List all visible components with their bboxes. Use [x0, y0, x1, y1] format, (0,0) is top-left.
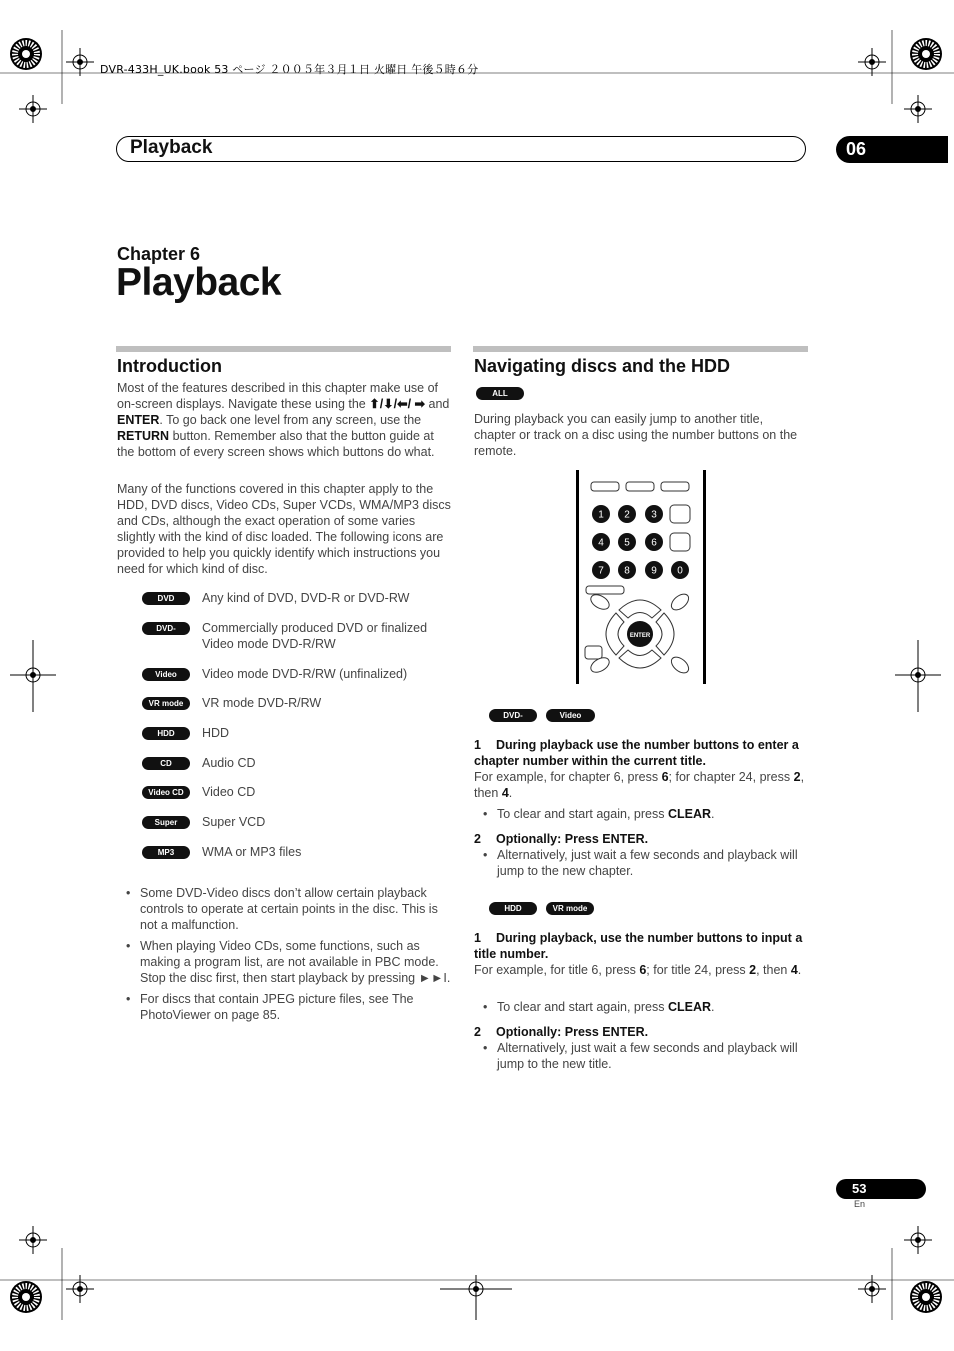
hdd-badge: HDD — [142, 727, 190, 740]
super-vcd-badge: Super VCD — [142, 816, 190, 829]
header-title: Playback — [130, 137, 213, 158]
video-mode-badge: Video mode — [142, 668, 190, 681]
remote-control-illustration — [574, 470, 708, 686]
vr-mode-badge: VR mode — [546, 902, 594, 915]
chapter-number-tab: 06 — [836, 136, 948, 163]
sunburst-mark-br — [910, 1281, 942, 1313]
header-bar — [116, 136, 806, 162]
vr-mode-badge: VR mode — [142, 697, 190, 710]
hdd-badge: HDD — [489, 902, 537, 915]
intro-notes — [117, 885, 451, 1028]
page-number: 53 — [836, 1179, 926, 1199]
note-item: • For discs that contain JPEG picture files, see The PhotoViewer on page 85. — [117, 991, 451, 1023]
enter-label: ENTER — [629, 633, 651, 639]
print-info-line: DVR-433H_UK.book 53 ページ ２００５年３月１日 火曜日 午後５時６分 — [100, 63, 479, 76]
dvd-video-badge: DVD-Video — [489, 709, 537, 722]
number-label-7: 7 — [598, 565, 604, 577]
all-badge: ALL — [476, 387, 524, 400]
intro-paragraph-2: Many of the functions covered in this chapter apply to the HDD, DVD discs, Video CDs, Super VCDs, WMA/MP3 discs and CDs, although the exact operation of some varies slightly with the kind of disc loaded. The following icons are provided to help you quickly identify which instructions you need for which kind of disc. — [117, 482, 451, 576]
crosshair-marks — [10, 48, 941, 1320]
sec1-step-2: 2 Optionally: Press ENTER. — [474, 832, 649, 846]
sec2-clear-note: • To clear and start again, press CLEAR. — [474, 999, 808, 1020]
note-item: • Some DVD-Video discs don’t allow certain playback controls to operate at certain points in the disc. This is not a malfunction. — [117, 885, 451, 933]
sunburst-mark-tl — [10, 38, 42, 70]
sunburst-mark-tr — [910, 38, 942, 70]
sec2-step-1: 1 During playback, use the number buttons to input a title number. — [474, 931, 803, 961]
dvd-video-badge: DVD-Video — [142, 622, 190, 635]
number-label-3: 3 — [651, 509, 657, 521]
dvd-badge: DVD — [142, 592, 190, 605]
sec1-step-2-note: • Alternatively, just wait a few seconds and playback will jump to the new chapter. — [474, 847, 808, 884]
number-label-1: 1 — [598, 509, 604, 521]
number-label-9: 9 — [651, 565, 657, 577]
section-divider — [116, 346, 451, 352]
cd-badge: CD — [142, 757, 190, 770]
video-cd-badge: Video CD — [142, 786, 190, 799]
note-item: • When playing Video CDs, some functions, such as making a program list, are not available in PBC mode. Stop the disc first, then start playback by pressing ►►I. — [117, 938, 451, 986]
chapter-label: Chapter 6 — [117, 244, 201, 264]
chapter-title: Playback — [116, 261, 282, 304]
number-label-2: 2 — [624, 509, 630, 521]
number-label-0: 0 — [677, 565, 683, 577]
sunburst-mark-bl — [10, 1281, 42, 1313]
intro-heading: Introduction — [117, 356, 222, 376]
language-code: En — [854, 1199, 866, 1209]
section-divider — [473, 346, 808, 352]
mp3-badge: MP3 — [142, 846, 190, 859]
nav-heading: Navigating discs and the HDD — [474, 356, 731, 376]
sec2-example: For example, for title 6, press 6; for title 24, press 2, then 4. — [474, 963, 802, 977]
number-label-5: 5 — [624, 537, 630, 549]
number-label-4: 4 — [598, 537, 604, 549]
sec1-step-1: 1 During playback use the number buttons to enter a chapter number within the current title. — [474, 738, 799, 768]
sec2-step-2: 2 Optionally: Press ENTER. — [474, 1025, 649, 1039]
number-label-6: 6 — [651, 537, 657, 549]
video-mode-badge: Video mode — [546, 709, 595, 722]
intro-paragraph-1: Most of the features described in this chapter make use of on-screen displays. Navigate these using the ⬆/⬇/⬅/ ➡ and ENTER. To go back one level from any screen, use the RETURN button. Remember also that the button guide at the bottom of every screen shows which buttons do what. — [117, 381, 450, 459]
nav-intro: During playback you can easily jump to another title, chapter or track on a disc using the number buttons on the remote. — [474, 412, 798, 458]
sec2-step-2-note: • Alternatively, just wait a few seconds and playback will jump to the new title. — [474, 1040, 808, 1077]
number-label-8: 8 — [624, 565, 630, 577]
sec1-example: For example, for chapter 6, press 6; for chapter 24, press 2, then 4. — [474, 770, 805, 800]
sec1-clear-note: • To clear and start again, press CLEAR. — [474, 806, 808, 827]
